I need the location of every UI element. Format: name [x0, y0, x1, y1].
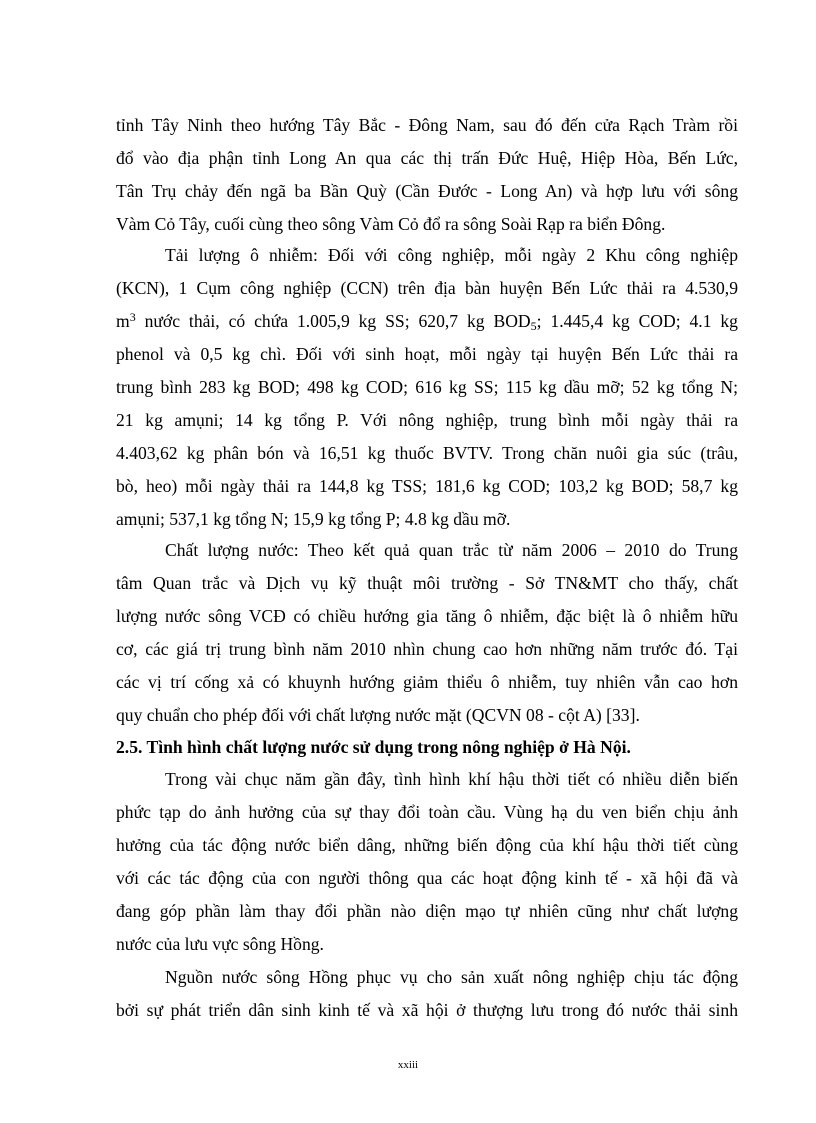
paragraph-line: hưởng của tác động nước biển dâng, những biến động của khí hậu thời tiết cùng	[116, 835, 738, 855]
paragraph-line: Tải lượng ô nhiễm: Đối với công nghiệp, mỗi ngày 2 Khu công nghiệp	[165, 245, 738, 265]
paragraph-line: 4.403,62 kg phân bón và 16,51 kg thuốc BVTV. Trong chăn nuôi gia súc (trâu,	[116, 443, 738, 463]
paragraph-line: 21 kg amụni; 14 kg tổng P. Với nông nghiệp, trung bình mỗi ngày thải ra	[116, 410, 738, 430]
paragraph-line: nước của lưu vực sông Hồng.	[116, 934, 324, 954]
text-fragment: nước thải, có chứa 1.005,9 kg SS; 620,7 kg BOD	[135, 311, 531, 331]
paragraph-line: đang góp phần làm thay đổi phần nào diện mạo tự nhiên cũng như chất lượng	[116, 901, 738, 921]
paragraph-line: Trong vài chục năm gần đây, tình hình khí hậu thời tiết có nhiều diễn biến	[165, 769, 738, 789]
paragraph-line: Vàm Cỏ Tây, cuối cùng theo sông Vàm Cỏ đổ ra sông Soài Rạp ra biển Đông.	[116, 214, 666, 234]
paragraph-line: amụni; 537,1 kg tổng N; 15,9 kg tổng P; 4.8 kg dầu mỡ.	[116, 509, 511, 529]
paragraph-line: đổ vào địa phận tỉnh Long An qua các thị trấn Đức Huệ, Hiệp Hòa, Bến Lức,	[116, 148, 738, 168]
paragraph-line: Chất lượng nước: Theo kết quả quan trắc từ năm 2006 – 2010 do Trung	[165, 540, 738, 560]
paragraph-line: trung bình 283 kg BOD; 498 kg COD; 616 kg SS; 115 kg dầu mỡ; 52 kg tổng N;	[116, 377, 738, 397]
paragraph-line: Nguồn nước sông Hồng phục vụ cho sản xuất nông nghiệp chịu tác động	[165, 967, 738, 987]
text-fragment: m	[116, 311, 130, 331]
paragraph-line: lượng nước sông VCĐ có chiều hướng gia tăng ô nhiễm, đặc biệt là ô nhiễm hữu	[116, 606, 738, 626]
subscript: 5	[530, 319, 537, 333]
paragraph-line: với các tác động của con người thông qua các hoạt động kinh tế - xã hội đã và	[116, 868, 738, 888]
paragraph-line: tâm Quan trắc và Dịch vụ kỹ thuật môi trường - Sở TN&MT cho thấy, chất	[116, 573, 738, 593]
paragraph-line-with-formula	[116, 310, 738, 332]
superscript: 3	[129, 310, 136, 324]
paragraph-line: tỉnh Tây Ninh theo hướng Tây Bắc - Đông Nam, sau đó đến cửa Rạch Tràm rồi	[116, 115, 738, 135]
section-heading: 2.5. Tình hình chất lượng nước sử dụng trong nông nghiệp ở Hà Nội.	[116, 737, 631, 757]
paragraph-line: phenol và 0,5 kg chì. Đối với sinh hoạt, mỗi ngày tại huyện Bến Lức thải ra	[116, 344, 738, 364]
paragraph-line: cơ, các giá trị trung bình năm 2010 nhìn chung cao hơn những năm trước đó. Tại	[116, 639, 738, 659]
paragraph-line: các vị trí cống xả có khuynh hướng giảm thiểu ô nhiễm, tuy nhiên vẫn cao hơn	[116, 672, 738, 692]
paragraph-line: (KCN), 1 Cụm công nghiệp (CCN) trên địa bàn huyện Bến Lức thải ra 4.530,9	[116, 278, 738, 298]
text-fragment: ; 1.445,4 kg COD; 4.1 kg	[536, 311, 738, 331]
paragraph-line: bò, heo) mỗi ngày thải ra 144,8 kg TSS; 181,6 kg COD; 103,2 kg BOD; 58,7 kg	[116, 476, 738, 496]
page-number: xxiii	[397, 1059, 419, 1071]
paragraph-line: Tân Trụ chảy đến ngã ba Bần Quỳ (Cần Đước - Long An) và hợp lưu với sông	[116, 181, 738, 201]
paragraph-line: quy chuẩn cho phép đối với chất lượng nước mặt (QCVN 08 - cột A) [33].	[116, 705, 640, 725]
paragraph-line: phức tạp do ảnh hưởng của sự thay đổi toàn cầu. Vùng hạ du ven biển chịu ảnh	[116, 802, 738, 822]
paragraph-line: bởi sự phát triển dân sinh kinh tế và xã hội ở thượng lưu trong đó nước thải sinh	[116, 1000, 738, 1020]
